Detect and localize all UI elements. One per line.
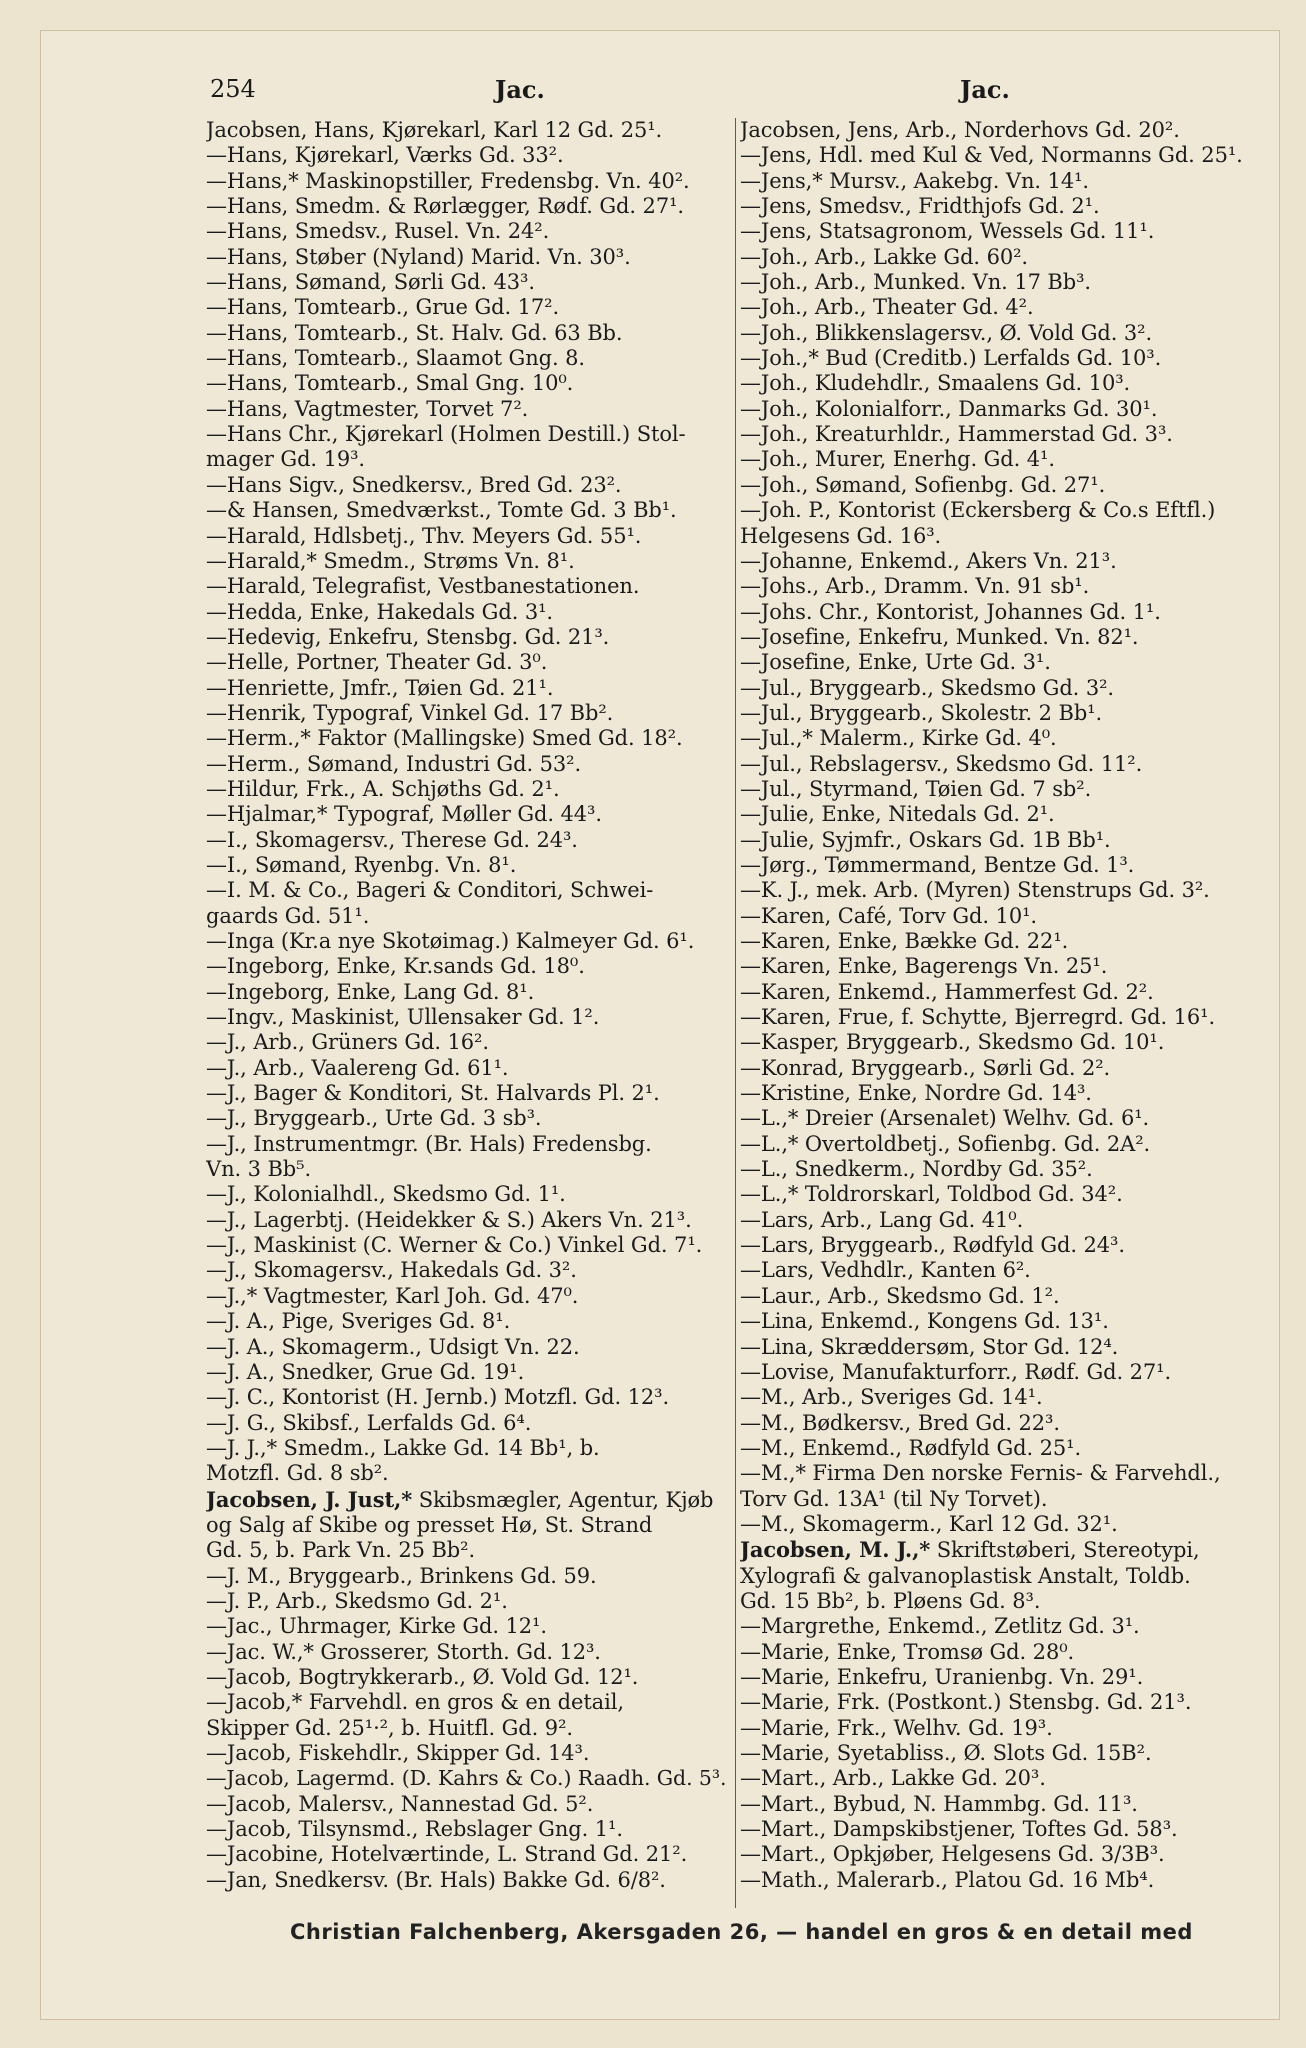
directory-entry-line: —Hans, Sømand, Sørli Gd. 43³. <box>206 270 535 295</box>
directory-entry-line: Jacobsen, J. Just,* Skibsmægler, Agentur, Kjøb <box>206 1486 714 1512</box>
directory-entry-line: —Jac. W.,* Grosserer, Storth. Gd. 12³. <box>206 1639 601 1664</box>
directory-entry-line: —Karen, Café, Torv Gd. 10¹. <box>740 903 1037 928</box>
directory-entry-line: —Math., Malerarb., Platou Gd. 16 Mb⁴. <box>740 1867 1155 1892</box>
directory-entry-line: —Joh., Sømand, Sofienbg. Gd. 27¹. <box>740 472 1106 497</box>
directory-entry-line: —Jacobine, Hotelværtinde, L. Strand Gd. 21². <box>206 1842 688 1867</box>
directory-entry-line: —J., Arb., Vaalereng Gd. 61¹. <box>206 1055 509 1080</box>
directory-entry-line: —Hans Sigv., Snedkersv., Bred Gd. 23². <box>206 472 622 497</box>
directory-entry-line: —Kristine, Enke, Nordre Gd. 14³. <box>740 1081 1092 1106</box>
directory-entry-line: —Joh., Kolonialforr., Danmarks Gd. 30¹. <box>740 396 1158 421</box>
directory-entry-line: —Jens,* Mursv., Aakebg. Vn. 14¹. <box>740 168 1089 193</box>
directory-entry-line: —Hildur, Frk., A. Schjøths Gd. 2¹. <box>206 776 560 801</box>
directory-entry-line: —J. A., Skomagerm., Udsigt Vn. 22. <box>206 1334 580 1359</box>
directory-entry-line: —Hedda, Enke, Hakedals Gd. 3¹. <box>206 599 553 624</box>
directory-entry-line: —J., Kolonialhdl., Skedsmo Gd. 1¹. <box>206 1182 566 1207</box>
directory-entry-line: —Joh., Kludehdlr., Smaalens Gd. 10³. <box>740 371 1131 396</box>
right-column <box>740 118 1262 1893</box>
directory-entry-line: —J.,* Vagtmester, Karl Joh. Gd. 47⁰. <box>206 1283 579 1308</box>
directory-entry-line: —Joh. P., Kontorist (Eckersberg & Co.s Eftfl.) <box>740 498 1216 523</box>
directory-entry-line: —J., Bryggearb., Urte Gd. 3 sb³. <box>206 1106 542 1131</box>
directory-entry-line: Motzfl. Gd. 8 sb². <box>206 1461 389 1486</box>
directory-entry-line: —M., Arb., Sveriges Gd. 14¹. <box>740 1385 1043 1410</box>
directory-entry-line: —Ingeborg, Enke, Kr.sands Gd. 18⁰. <box>206 954 585 979</box>
directory-entry-line: Jacobsen, Jens, Arb., Norderhovs Gd. 20². <box>740 118 1180 142</box>
directory-entry-line: —M., Enkemd., Rødfyld Gd. 25¹. <box>740 1435 1082 1460</box>
directory-entry-line: —Konrad, Bryggearb., Sørli Gd. 2². <box>740 1055 1111 1080</box>
directory-entry-line: —Lars, Arb., Lang Gd. 41⁰. <box>740 1207 1024 1232</box>
directory-entry-line: Jacobsen, M. J.,* Skriftstøberi, Stereotypi, <box>740 1537 1200 1563</box>
directory-entry-line: —Hans, Vagtmester, Torvet 7². <box>206 396 529 421</box>
directory-entry-line: —Joh., Kreaturhldr., Hammerstad Gd. 3³. <box>740 422 1173 447</box>
directory-entry-line: —Marie, Syetabliss., Ø. Slots Gd. 15B². <box>740 1741 1152 1765</box>
directory-entry-line: —Joh., Murer, Enerhg. Gd. 4¹. <box>740 447 1055 472</box>
directory-entry-line: —J. M., Bryggearb., Brinkens Gd. 59. <box>206 1563 597 1588</box>
directory-entry-line: Vn. 3 Bb⁵. <box>206 1157 312 1182</box>
directory-entry-line: —Mart., Dampskibstjener, Toftes Gd. 58³. <box>740 1817 1178 1842</box>
directory-entry-line: —Joh., Arb., Lakke Gd. 60². <box>740 244 1028 269</box>
directory-entry-line: —J., Lagerbtj. (Heidekker & S.) Akers Vn. 21³. <box>206 1207 692 1232</box>
directory-entry-line: og Salg af Skibe og presset Hø, St. Strand <box>206 1512 653 1537</box>
directory-entry-line: —Jac., Uhrmager, Kirke Gd. 12¹. <box>206 1614 547 1639</box>
directory-entry-line: —Jul., Styrmand, Tøien Gd. 7 sb². <box>740 776 1092 801</box>
directory-entry-line: Torv Gd. 13A¹ (til Ny Torvet). <box>740 1486 1048 1511</box>
directory-entry-line: —L., Snedkerm., Nordby Gd. 35². <box>740 1157 1093 1182</box>
page-number: 254 <box>210 75 256 103</box>
directory-entry-line: —I., Skomagersv., Therese Gd. 24³. <box>206 827 578 852</box>
directory-entry-line: —Harald, Telegrafist, Vestbanestationen. <box>206 574 640 599</box>
directory-entry-line: —M., Skomagerm., Karl 12 Gd. 32¹. <box>740 1511 1118 1536</box>
directory-entry-line: —Henrik, Typograf, Vinkel Gd. 17 Bb². <box>206 700 614 725</box>
directory-entry-line: —Jacob, Tilsynsmd., Rebslager Gng. 1¹. <box>206 1817 623 1842</box>
directory-entry-line: Gd. 15 Bb², b. Pløens Gd. 8³. <box>740 1588 1041 1613</box>
directory-entry-line: —Margrethe, Enkemd., Zetlitz Gd. 3¹. <box>740 1614 1140 1639</box>
directory-entry-line: —Joh.,* Bud (Creditb.) Lerfalds Gd. 10³. <box>740 346 1162 371</box>
directory-entry-line: Gd. 5, b. Park Vn. 25 Bb². <box>206 1538 476 1563</box>
directory-entry-line: —Hans, Tomtearb., Grue Gd. 17². <box>206 295 560 320</box>
directory-entry-line: —Jacob, Malersv., Nannestad Gd. 5². <box>206 1791 594 1816</box>
left-column <box>206 118 736 1893</box>
directory-entry-line: —Jens, Smedsv., Fridthjofs Gd. 2¹. <box>740 194 1100 219</box>
directory-entry-line: —J. C., Kontorist (H. Jernb.) Motzfl. Gd. 12³. <box>206 1385 670 1410</box>
directory-entry-line: —Helle, Portner, Theater Gd. 3⁰. <box>206 650 548 675</box>
right-running-head: Jac. <box>960 75 1010 104</box>
directory-entry-line: —M.,* Firma Den norske Fernis- & Farvehdl., <box>740 1461 1221 1486</box>
directory-entry-line: —Julie, Enke, Nitedals Gd. 2¹. <box>740 802 1055 827</box>
directory-entry-line: —J., Bager & Konditori, St. Halvards Pl. 2¹. <box>206 1081 660 1106</box>
page-header <box>210 75 1230 109</box>
directory-entry-line: —Jul.,* Malerm., Kirke Gd. 4⁰. <box>740 726 1057 751</box>
directory-entry-line: —Joh., Blikkenslagersv., Ø. Vold Gd. 3². <box>740 320 1153 345</box>
directory-entry-line: —J. A., Snedker, Grue Gd. 19¹. <box>206 1359 525 1384</box>
directory-entry-line: —Hans Chr., Kjørekarl (Holmen Destill.) Stol- <box>206 422 686 447</box>
directory-entry-line: —Hans, Smedsv., Rusel. Vn. 24². <box>206 219 550 244</box>
directory-entry-line: —Johs. Chr., Kontorist, Johannes Gd. 1¹. <box>740 599 1161 624</box>
directory-entry-line: —Marie, Frk. (Postkont.) Stensbg. Gd. 21³. <box>740 1690 1192 1715</box>
directory-entry-line: —J., Arb., Grüners Gd. 16². <box>206 1030 489 1055</box>
directory-entry-line: —Hans, Tomtearb., Smal Gng. 10⁰. <box>206 371 574 396</box>
directory-entry-line: —Lars, Vedhdlr., Kanten 6². <box>740 1258 1031 1283</box>
directory-entry-line: —Jul., Bryggearb., Skolestr. 2 Bb¹. <box>740 700 1103 725</box>
directory-entry-line: —Joh., Arb., Theater Gd. 4². <box>740 295 1034 320</box>
directory-entry-line: —Jens, Hdl. med Kul & Ved, Normanns Gd. 25¹. <box>740 143 1243 168</box>
directory-entry-line: —Lina, Skræddersøm, Stor Gd. 12⁴. <box>740 1334 1119 1359</box>
directory-entry-line: —Joh., Arb., Munked. Vn. 17 Bb³. <box>740 270 1091 295</box>
directory-entry-line: —Jacob,* Farvehdl. en gros & en detail, <box>206 1690 624 1715</box>
directory-entry-line: —Harald, Hdlsbetj., Thv. Meyers Gd. 55¹. <box>206 523 642 548</box>
directory-entry-line: —Laur., Arb., Skedsmo Gd. 1². <box>740 1283 1060 1308</box>
directory-entry-line: —Marie, Enkefru, Uranienbg. Vn. 29¹. <box>740 1664 1144 1689</box>
directory-entry-line: —Jacob, Bogtrykkerarb., Ø. Vold Gd. 12¹. <box>206 1664 639 1689</box>
directory-entry-line: —Jul., Bryggearb., Skedsmo Gd. 3². <box>740 675 1114 700</box>
directory-entry-line: —Jens, Statsagronom, Wessels Gd. 11¹. <box>740 219 1155 244</box>
left-running-head: Jac. <box>495 75 545 104</box>
directory-entry-line: —J. J.,* Smedm., Lakke Gd. 14 Bb¹, b. <box>206 1435 600 1460</box>
directory-entry-line: —Hans, Støber (Nyland) Marid. Vn. 30³. <box>206 244 631 269</box>
directory-entry-line: —Lovise, Manufakturforr., Rødf. Gd. 27¹. <box>740 1359 1172 1384</box>
entry-heading-bold: Jacobsen, M. J.,* <box>740 1537 931 1563</box>
directory-entry-line: —Henriette, Jmfr., Tøien Gd. 21¹. <box>206 675 554 700</box>
directory-entry-line: —Hans, Kjørekarl, Værks Gd. 33². <box>206 143 564 168</box>
directory-entry-line: —M., Bødkersv., Bred Gd. 22³. <box>740 1410 1060 1435</box>
directory-entry-line: —Herm., Sømand, Industri Gd. 53². <box>206 751 582 776</box>
directory-entry-line: —L.,* Dreier (Arsenalet) Welhv. Gd. 6¹. <box>740 1106 1150 1131</box>
directory-entry-line: —Marie, Frk., Welhv. Gd. 19³. <box>740 1715 1053 1740</box>
directory-entry-line: —J., Maskinist (C. Werner & Co.) Vinkel Gd. 7¹. <box>206 1233 703 1258</box>
directory-entry-line: —Jørg., Tømmermand, Bentze Gd. 1³. <box>740 852 1135 877</box>
column-divider <box>735 118 736 1908</box>
directory-entry-line: —Ingv., Maskinist, Ullensaker Gd. 1². <box>206 1005 600 1030</box>
footer-advertisement: Christian Falchenberg, Akersgaden 26, — handel en gros & en detail med <box>290 1920 1193 1944</box>
directory-entry-line: —J. G., Skibsf., Lerfalds Gd. 6⁴. <box>206 1410 532 1435</box>
directory-entry-line: —Ingeborg, Enke, Lang Gd. 8¹. <box>206 979 535 1004</box>
directory-entry-line: —Herm.,* Faktor (Mallingske) Smed Gd. 18². <box>206 726 683 751</box>
directory-entry-line: —Inga (Kr.a nye Skotøimag.) Kalmeyer Gd. 6¹. <box>206 929 695 953</box>
directory-entry-line: —Mart., Bybud, N. Hammbg. Gd. 11³. <box>740 1791 1138 1816</box>
directory-entry-line: Jacobsen, Hans, Kjørekarl, Karl 12 Gd. 25¹. <box>206 118 663 142</box>
directory-entry-line: —Hans,* Maskinopstiller, Fredensbg. Vn. 40². <box>206 168 690 193</box>
directory-entry-line: —Mart., Arb., Lakke Gd. 20³. <box>740 1766 1046 1791</box>
directory-entry-line: —Hans, Tomtearb., Slaamot Gng. 8. <box>206 346 585 371</box>
directory-entry-line: —J., Instrumentmgr. (Br. Hals) Fredensbg. <box>206 1131 652 1156</box>
directory-entry-line: gaards Gd. 51¹. <box>206 903 370 928</box>
directory-entry-line: —J., Skomagersv., Hakedals Gd. 3². <box>206 1258 577 1283</box>
directory-entry-line: —L.,* Overtoldbetj., Sofienbg. Gd. 2A². <box>740 1131 1151 1156</box>
directory-entry-line: —Hans, Tomtearb., St. Halv. Gd. 63 Bb. <box>206 320 623 345</box>
directory-entry-line: —J. A., Pige, Sveriges Gd. 8¹. <box>206 1309 511 1334</box>
directory-entry-line: —Mart., Opkjøber, Helgesens Gd. 3/3B³. <box>740 1842 1165 1867</box>
directory-entry-line: —Karen, Frue, f. Schytte, Bjerregrd. Gd. 16¹. <box>740 1005 1216 1030</box>
directory-entry-line: —Karen, Enke, Bagerengs Vn. 25¹. <box>740 954 1108 979</box>
directory-entry-line: —I. M. & Co., Bageri & Conditori, Schwei- <box>206 878 654 903</box>
directory-entry-line: —I., Sømand, Ryenbg. Vn. 8¹. <box>206 852 517 877</box>
directory-entry-line: —J. P., Arb., Skedsmo Gd. 2¹. <box>206 1588 508 1613</box>
directory-entry-line: mager Gd. 19³. <box>206 447 366 472</box>
directory-entry-line: —Julie, Syjmfr., Oskars Gd. 1B Bb¹. <box>740 827 1111 852</box>
directory-entry-line: Skipper Gd. 25¹·², b. Huitfl. Gd. 9². <box>206 1715 573 1740</box>
directory-entry-line: —Jan, Snedkersv. (Br. Hals) Bakke Gd. 6/8². <box>206 1867 666 1892</box>
directory-entry-line: —& Hansen, Smedværkst., Tomte Gd. 3 Bb¹. <box>206 498 677 523</box>
directory-entry-line: —Kasper, Bryggearb., Skedsmo Gd. 10¹. <box>740 1030 1165 1055</box>
directory-entry-line: —Hjalmar,* Typograf, Møller Gd. 44³. <box>206 802 602 827</box>
directory-entry-line: —Jacob, Fiskehdlr., Skipper Gd. 14³. <box>206 1741 590 1765</box>
directory-entry-line: —Josefine, Enkefru, Munked. Vn. 82¹. <box>740 624 1139 649</box>
directory-entry-line: —Jul., Rebslagersv., Skedsmo Gd. 11². <box>740 751 1143 776</box>
directory-entry-line: Xylografi & galvanoplastisk Anstalt, Toldb. <box>740 1563 1191 1588</box>
directory-entry-line: —Lina, Enkemd., Kongens Gd. 13¹. <box>740 1309 1109 1334</box>
directory-entry-line: —L.,* Toldrorskarl, Toldbod Gd. 34². <box>740 1182 1123 1207</box>
directory-entry-line: —Lars, Bryggearb., Rødfyld Gd. 24³. <box>740 1233 1125 1258</box>
directory-entry-line: —Josefine, Enke, Urte Gd. 3¹. <box>740 650 1051 675</box>
directory-entry-line: —Hedevig, Enkefru, Stensbg. Gd. 21³. <box>206 624 610 649</box>
directory-entry-line: —Marie, Enke, Tromsø Gd. 28⁰. <box>740 1639 1075 1664</box>
directory-entry-line: —Johs., Arb., Dramm. Vn. 91 sb¹. <box>740 574 1090 599</box>
directory-entry-line: —Karen, Enke, Bække Gd. 22¹. <box>740 929 1069 953</box>
entry-heading-bold: Jacobsen, J. Just,* <box>206 1486 413 1512</box>
directory-entry-line: —Karen, Enkemd., Hammerfest Gd. 2². <box>740 979 1154 1004</box>
directory-entry-line: —Johanne, Enkemd., Akers Vn. 21³. <box>740 548 1117 573</box>
directory-entry-line: —Hans, Smedm. & Rørlægger, Rødf. Gd. 27¹. <box>206 194 684 219</box>
directory-entry-line: Helgesens Gd. 16³. <box>740 523 942 548</box>
directory-entry-line: —Jacob, Lagermd. (D. Kahrs & Co.) Raadh. Gd. 5³. <box>206 1766 727 1791</box>
directory-entry-line: —K. J., mek. Arb. (Myren) Stenstrups Gd. 3². <box>740 878 1210 903</box>
directory-entry-line: —Harald,* Smedm., Strøms Vn. 8¹. <box>206 548 575 573</box>
